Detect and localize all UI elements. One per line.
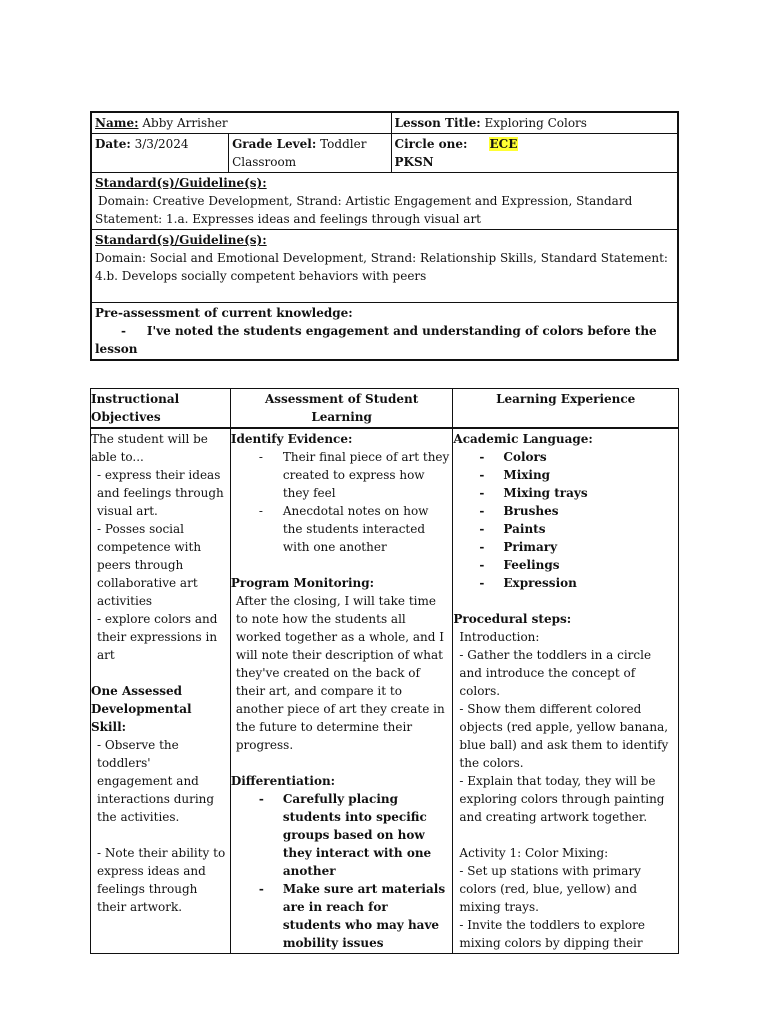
academic-term: - Primary <box>453 538 675 556</box>
grade-level-label: Grade Level: <box>232 137 317 151</box>
circle-one-label: Circle one: <box>394 137 468 151</box>
standard-text-2: Domain: Social and Emotional Development, Strand: Relationship Skills, Standard Statement: 4.b. Develops socially competent behaviors with peers <box>95 251 668 283</box>
grade-level-cell <box>229 134 391 173</box>
academic-term: - Feelings <box>453 556 675 574</box>
academic-term: - Expression <box>453 574 675 592</box>
intro-item: - Show them different colored objects (red apple, yellow banana, blue ball) and ask them to identify the colors. <box>459 702 669 770</box>
lesson-info-table <box>90 111 679 361</box>
date-label: Date: <box>95 137 131 151</box>
objectives-intro: The student will be able to... <box>91 432 208 464</box>
date-cell <box>91 134 229 173</box>
pre-assessment-cell: Pre-assessment of current knowledge: - I've noted the students engagement and understanding of colors before the lesson <box>91 303 678 361</box>
grade-level-value: Toddler Classroom <box>232 137 367 169</box>
pre-assessment-bullet: I've noted the students engagement and understanding of colors before the lesson <box>95 324 657 356</box>
objective-item: - Posses social competence with peers through collaborative art activities <box>97 522 202 608</box>
circle-option-ece: ECE <box>489 137 518 151</box>
name-label: Name: <box>95 116 139 130</box>
academic-term: - Brushes <box>453 502 675 520</box>
standard-label-2: Standard(s)/Guideline(s): <box>95 233 267 247</box>
lesson-title-label: Lesson Title: <box>394 116 481 130</box>
lesson-title-cell <box>391 112 678 134</box>
pre-assessment-label: Pre-assessment of current knowledge: <box>95 306 353 320</box>
objective-item: - express their ideas and feelings through visual art. <box>97 468 224 518</box>
intro-item: - Gather the toddlers in a circle and introduce the concept of colors. <box>459 648 652 698</box>
academic-term: - Paints <box>453 520 675 538</box>
activity1-item: - Set up stations with primary colors (red, blue, yellow) and mixing trays. <box>459 864 641 914</box>
standard-cell-2 <box>91 230 678 303</box>
standard-cell-1 <box>91 173 678 230</box>
evidence-item: - Anecdotal notes on how the students interacted with one another <box>231 502 450 556</box>
col-header-experience: Learning Experience <box>453 389 679 429</box>
col-header-objectives: Instructional Objectives <box>91 389 231 429</box>
academic-term: - Mixing <box>453 466 675 484</box>
intro-item: - Explain that today, they will be exploring colors through painting and creating artwork together. <box>459 774 665 824</box>
academic-term: - Mixing trays <box>453 484 675 502</box>
differentiation-item: - Make sure art materials are in reach for students who may have mobility issues <box>231 880 450 952</box>
lesson-plan-table <box>90 388 679 954</box>
differentiation-label: Differentiation: <box>230 774 336 788</box>
skill-item: - Note their ability to express ideas and feelings through their artwork. <box>97 846 226 914</box>
academic-term: - Colors <box>453 448 675 466</box>
monitoring-label: Program Monitoring: <box>230 576 375 590</box>
activity1-item: - Invite the toddlers to explore mixing colors by dipping their <box>459 918 645 950</box>
monitoring-text: After the closing, I will take time to note how the students all worked together as a whole, and I will note their description of what they've created on the back of their art, and compare it to another piece of art they create in the future to determine their progress. <box>235 594 445 752</box>
skill-label: One Assessed Developmental Skill: <box>91 684 192 734</box>
procedural-label: Procedural steps: <box>453 612 572 626</box>
differentiation-item: - Carefully placing students into specific groups based on how they interact with one another <box>231 790 450 880</box>
lesson-title-value: Exploring Colors <box>484 116 587 130</box>
date-value: 3/3/2024 <box>134 137 189 151</box>
objective-item: - explore colors and their expressions in art <box>97 612 218 662</box>
evidence-label: Identify Evidence: <box>230 432 353 446</box>
objectives-cell <box>91 428 231 954</box>
skill-item: - Observe the toddlers' engagement and interactions during the activities. <box>97 738 215 824</box>
assessment-cell <box>230 428 453 954</box>
name-value: Abby Arrisher <box>142 116 228 130</box>
circle-one-cell <box>391 134 678 173</box>
academic-language-label: Academic Language: <box>453 432 593 446</box>
evidence-item: - Their final piece of art they created to express how they feel <box>231 448 450 502</box>
name-cell <box>91 112 391 134</box>
standard-label-1: Standard(s)/Guideline(s): <box>95 176 267 190</box>
activity1-label: Activity 1: Color Mixing: <box>459 846 609 860</box>
experience-cell <box>453 428 679 954</box>
circle-option-pksn: PKSN <box>394 155 434 169</box>
standard-text-1: Domain: Creative Development, Strand: Artistic Engagement and Expression, Standard Statement: 1.a. Expresses ideas and feelings through visual art <box>95 194 633 226</box>
col-header-assessment: Assessment of Student Learning <box>230 389 453 429</box>
introduction-label: Introduction: <box>459 630 540 644</box>
